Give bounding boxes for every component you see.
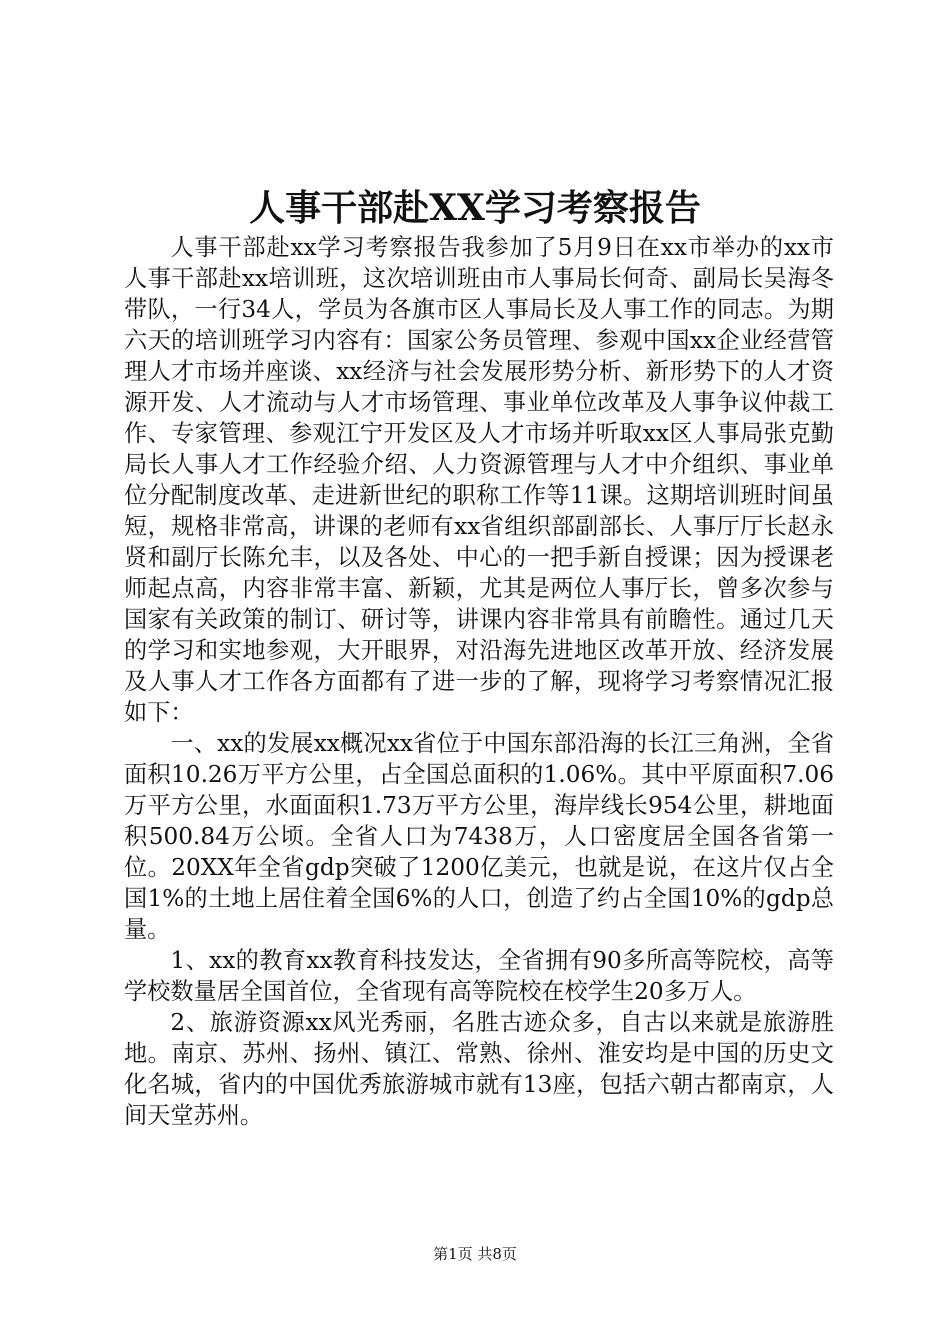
- paragraph-education: 1、xx的教育xx教育科技发达，全省拥有90多所高等院校，高等学校数量居全国首位，全省现有高等院校在校学生20多万人。: [124, 947, 834, 1005]
- page-footer: 第1页 共8页: [433, 1245, 517, 1263]
- paragraph-tourism: 2、旅游资源xx风光秀丽，名胜古迹众多，自古以来就是旅游胜地。南京、苏州、扬州、镇江、常熟、徐州、淮安均是中国的历史文化名城，省内的中国优秀旅游城市就有13座，包括六朝古都南京，人间天堂苏州。: [124, 1009, 834, 1129]
- document-title: 人事干部赴XX学习考察报告: [249, 187, 701, 229]
- paragraph-overview: 一、xx的发展xx概况xx省位于中国东部沿海的长江三角洲，全省面积10.26万平方公里，占全国总面积的1.06%。其中平原面积7.06万平方公里，水面面积1.73万平方公里，海岸线长954公里，耕地面积500.84万公顷。全省人口为7438万，人口密度居全国各省第一位。20XX年全省gdp突破了1200亿美元，也就是说，在这片仅占全国1%的土地上居住着全国6%的人口，创造了约占全国10%的gdp总量。: [124, 730, 834, 943]
- paragraph-intro: 人事干部赴xx学习考察报告我参加了5月9日在xx市举办的xx市人事干部赴xx培训班，这次培训班由市人事局长何奇、副局长吴海冬带队，一行34人，学员为各旗市区人事局长及人事工作的同志。为期六天的培训班学习内容有：国家公务员管理、参观中国xx企业经营管理人才市场并座谈、xx经济与社会发展形势分析、新形势下的人才资源开发、人才流动与人才市场管理、事业单位改革及人事争议仲裁工作、专家管理、参观江宁开发区及人才市场并听取xx区人事局张克勤局长人事人才工作经验介绍、人力资源管理与人才中介组织、事业单位分配制度改革、走进新世纪的职称工作等11课。这期培训班时间虽短，规格非常高，讲课的老师有xx省组织部副部长、人事厅厅长赵永贤和副厅长陈允丰，以及各处、中心的一把手新自授课；因为授课老师起点高，内容非常丰富、新颖，尤其是两位人事厅长，曾多次参与国家有关政策的制订、研讨等，讲课内容非常具有前瞻性。通过几天的学习和实地参观，大开眼界，对沿海先进地区改革开放、经济发展及人事人才工作各方面都有了进一步的了解，现将学习考察情况汇报如下：: [124, 234, 834, 726]
- document-body: [124, 232, 834, 1131]
